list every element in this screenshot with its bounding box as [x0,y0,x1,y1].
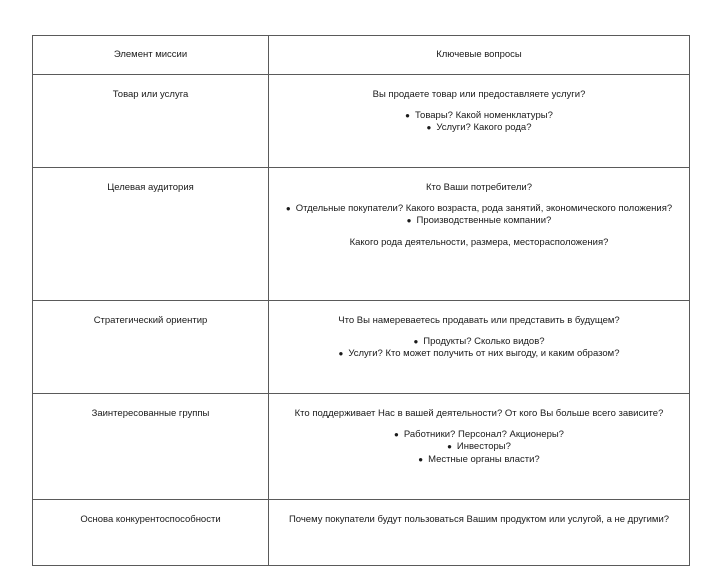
bullet-icon: ● [418,454,424,464]
bullet-text: Инвесторы? [456,441,511,452]
table-row [33,75,690,168]
key-questions-cell [269,500,690,566]
bullet-text: Производственные компании? [416,215,552,226]
bullet-text: Местные органы власти? [428,453,540,465]
mission-element-cell: Основа конкурентоспособности [33,500,269,566]
bullet-icon: ● [338,349,344,358]
bullet-item [275,454,683,467]
bullet-icon: ● [413,336,419,346]
bullet-icon: ● [447,442,452,451]
header-key-questions: Ключевые вопросы [269,36,690,75]
question-bullets [275,336,683,361]
bullet-icon: ● [285,203,291,213]
key-questions-cell [269,75,690,168]
bullet-item [275,215,683,228]
bullet-item [275,110,683,123]
main-question: Кто Ваши потребители? [425,182,532,193]
table-row [33,394,690,500]
key-questions-cell [269,394,690,500]
main-question: Кто поддерживает Нас в вашей деятельности? От кого Вы больше всего зависите? [294,408,664,419]
mission-element-cell: Стратегический ориентир [33,301,269,394]
mission-elements-table [32,35,690,566]
main-question: Что Вы намереваетесь продавать или представить в будущем? [338,315,620,326]
bullet-icon: ● [426,123,432,132]
bullet-icon: ● [405,110,410,120]
bullet-item [275,441,683,454]
bullet-text: Услуги? Какого рода? [436,122,532,133]
question-bullets [275,110,683,135]
bullet-text: Продукты? Сколько видов? [423,335,545,347]
mission-element-cell: Целевая аудитория [33,168,269,301]
mission-element-cell: Заинтересованные группы [33,394,269,500]
main-question: Почему покупатели будут пользоваться Вашим продуктом или услугой, а не другими? [288,514,670,525]
bullet-item [275,336,683,349]
bullet-icon: ● [406,216,412,225]
question-bullets [275,203,683,228]
table-header-row [33,36,690,75]
bullet-text: Товары? Какой номенклатуры? [414,109,553,121]
bullet-item [275,203,683,216]
table-row [33,168,690,301]
bullet-item [275,429,683,442]
question-bullets [275,429,683,467]
bullet-item [275,122,683,135]
bullet-item [275,348,683,361]
table-row [33,301,690,394]
mission-element-cell: Товар или услуга [33,75,269,168]
bullet-text: Работники? Персонал? Акционеры? [403,428,564,440]
follow-up-question: Какого рода деятельности, размера, месторасположения? [349,236,609,248]
key-questions-cell [269,301,690,394]
bullet-text: Услуги? Кто может получить от них выгоду, и каким образом? [348,348,620,359]
header-mission-element: Элемент миссии [33,36,269,75]
table-row [33,500,690,566]
bullet-text: Отдельные покупатели? Какого возраста, рода занятий, экономического положения? [295,202,673,214]
main-question: Вы продаете товар или предоставляете услуги? [372,89,586,100]
bullet-icon: ● [394,429,399,439]
key-questions-cell [269,168,690,301]
